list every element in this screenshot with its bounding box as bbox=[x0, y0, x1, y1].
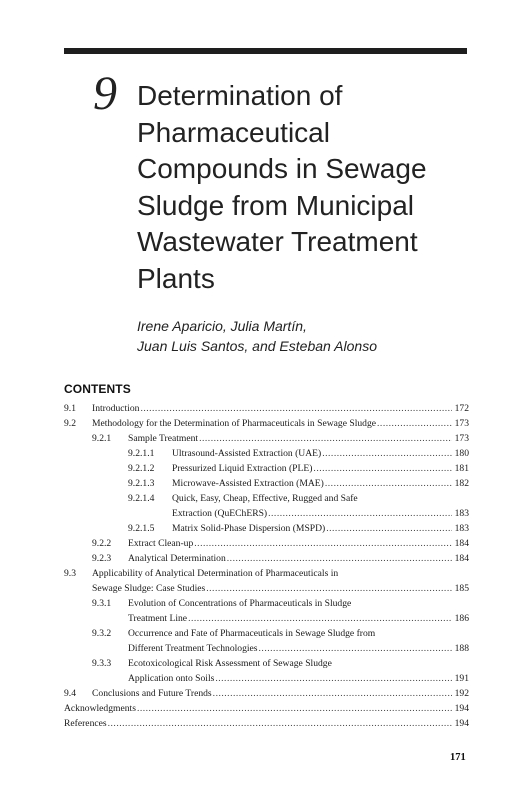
toc-entry bbox=[64, 416, 469, 431]
toc-entry bbox=[64, 581, 469, 596]
toc-leader-dots bbox=[137, 701, 452, 716]
contents-heading: CONTENTS bbox=[64, 382, 131, 396]
toc-entry-title: Conclusions and Future Trends bbox=[92, 688, 212, 699]
toc-entry-title: Pressurized Liquid Extraction (PLE) bbox=[172, 463, 313, 474]
toc-entry bbox=[64, 611, 469, 626]
toc-entry-title: Sewage Sludge: Case Studies bbox=[92, 583, 206, 594]
toc-leader-dots bbox=[199, 431, 452, 446]
toc-entry-page: 185 bbox=[454, 583, 469, 594]
toc-entry-title: Different Treatment Technologies bbox=[128, 643, 258, 654]
toc-entry bbox=[64, 431, 469, 446]
toc-entry-number: 9.1 bbox=[64, 403, 76, 414]
toc-entry-page: 172 bbox=[454, 403, 469, 414]
toc-leader-dots bbox=[215, 671, 452, 686]
toc-entry-number: 9.3.2 bbox=[92, 628, 112, 639]
chapter-number: 9 bbox=[93, 67, 117, 120]
toc-entry-page: 192 bbox=[454, 688, 469, 699]
toc-entry bbox=[64, 716, 469, 731]
toc-entry bbox=[64, 641, 469, 656]
toc-leader-dots bbox=[259, 641, 452, 656]
toc-entry-title: Ecotoxicological Risk Assessment of Sewage Sludge bbox=[128, 658, 332, 669]
toc-entry bbox=[64, 596, 469, 611]
toc-entry-page: 180 bbox=[454, 448, 469, 459]
toc-entry-title: Occurrence and Fate of Pharmaceuticals in Sewage Sludge from bbox=[128, 628, 376, 639]
toc-entry-title: Extract Clean-up bbox=[128, 538, 194, 549]
toc-entry bbox=[64, 461, 469, 476]
toc-entry-number: 9.2.1.3 bbox=[128, 478, 155, 489]
toc-entry-title: Microwave-Assisted Extraction (MAE) bbox=[172, 478, 324, 489]
toc-entry-number: 9.2.1 bbox=[92, 433, 112, 444]
toc-leader-dots bbox=[322, 446, 452, 461]
toc-entry-title: Applicability of Analytical Determination of Pharmaceuticals in bbox=[92, 568, 339, 579]
toc-entry bbox=[64, 656, 469, 671]
chapter-title-line: Pharmaceutical bbox=[137, 116, 330, 148]
toc-entry-page: 184 bbox=[454, 553, 469, 564]
toc-entry-title: Methodology for the Determination of Pharmaceuticals in Sewage Sludge bbox=[92, 418, 377, 429]
toc-entry bbox=[64, 671, 469, 686]
toc-entry-title: Analytical Determination bbox=[128, 553, 226, 564]
toc-entry bbox=[64, 551, 469, 566]
page-number: 171 bbox=[450, 752, 466, 763]
toc-leader-dots bbox=[213, 686, 452, 701]
toc-leader-dots bbox=[313, 461, 452, 476]
author-line: Irene Aparicio, Julia Martín, bbox=[137, 318, 307, 334]
toc-entry-number: 9.2.2 bbox=[92, 538, 112, 549]
toc-leader-dots bbox=[188, 611, 452, 626]
chapter-title bbox=[137, 78, 467, 297]
toc-entry bbox=[64, 401, 469, 416]
toc-leader-dots bbox=[325, 476, 452, 491]
table-of-contents bbox=[64, 401, 469, 731]
toc-leader-dots bbox=[326, 521, 452, 536]
toc-entry-title: References bbox=[64, 718, 107, 729]
toc-entry-title: Matrix Solid-Phase Dispersion (MSPD) bbox=[172, 523, 326, 534]
toc-entry bbox=[64, 521, 469, 536]
toc-entry bbox=[64, 446, 469, 461]
toc-entry-page: 191 bbox=[454, 673, 469, 684]
toc-entry bbox=[64, 626, 469, 641]
toc-entry-title: Extraction (QuEChERS) bbox=[172, 508, 268, 519]
toc-entry-page: 183 bbox=[454, 523, 469, 534]
chapter-top-rule bbox=[64, 48, 467, 54]
toc-entry bbox=[64, 491, 469, 506]
chapter-title-line: Determination of bbox=[137, 80, 343, 111]
chapter-authors bbox=[137, 316, 377, 356]
toc-entry bbox=[64, 476, 469, 491]
toc-entry-number: 9.2.1.5 bbox=[128, 523, 155, 534]
toc-entry bbox=[64, 506, 469, 521]
chapter-title-line: Compounds in Sewage bbox=[137, 153, 427, 184]
toc-entry-page: 182 bbox=[454, 478, 469, 489]
chapter-title-line: Sludge from Municipal bbox=[137, 189, 415, 221]
toc-leader-dots bbox=[227, 551, 452, 566]
toc-entry-title: Introduction bbox=[92, 403, 140, 414]
toc-leader-dots bbox=[108, 716, 452, 731]
toc-entry-page: 184 bbox=[454, 538, 469, 549]
toc-leader-dots bbox=[194, 536, 452, 551]
toc-entry-number: 9.2.1.4 bbox=[128, 493, 155, 504]
toc-entry-page: 194 bbox=[454, 703, 469, 714]
toc-leader-dots bbox=[140, 401, 452, 416]
toc-entry-page: 173 bbox=[454, 418, 469, 429]
toc-entry-title: Application onto Soils bbox=[128, 673, 215, 684]
chapter-title-line: Plants bbox=[137, 262, 215, 294]
toc-leader-dots bbox=[206, 581, 452, 596]
toc-entry-number: 9.2.1.1 bbox=[128, 448, 155, 459]
toc-entry bbox=[64, 686, 469, 701]
toc-entry-title: Acknowledgments bbox=[64, 703, 136, 714]
toc-entry-title: Sample Treatment bbox=[128, 433, 199, 444]
toc-entry-number: 9.2 bbox=[64, 418, 76, 429]
toc-entry-number: 9.3 bbox=[64, 568, 76, 579]
toc-entry-page: 188 bbox=[454, 643, 469, 654]
toc-entry-page: 194 bbox=[454, 718, 469, 729]
toc-entry-page: 186 bbox=[454, 613, 469, 624]
toc-entry-number: 9.3.1 bbox=[92, 598, 112, 609]
toc-entry-number: 9.2.1.2 bbox=[128, 463, 155, 474]
toc-entry-number: 9.4 bbox=[64, 688, 76, 699]
toc-entry-title: Evolution of Concentrations of Pharmaceuticals in Sludge bbox=[128, 598, 352, 609]
toc-entry-title: Quick, Easy, Cheap, Effective, Rugged and Safe bbox=[172, 493, 358, 504]
toc-entry-number: 9.2.3 bbox=[92, 553, 112, 564]
toc-entry-title: Ultrasound-Assisted Extraction (UAE) bbox=[172, 448, 322, 459]
toc-entry bbox=[64, 536, 469, 551]
toc-entry-number: 9.3.3 bbox=[92, 658, 112, 669]
toc-entry bbox=[64, 566, 469, 581]
author-line: Juan Luis Santos, and Esteban Alonso bbox=[137, 338, 377, 354]
toc-entry-page: 183 bbox=[454, 508, 469, 519]
toc-entry-title: Treatment Line bbox=[128, 613, 188, 624]
toc-entry bbox=[64, 701, 469, 716]
chapter-title-line: Wastewater Treatment bbox=[137, 226, 418, 257]
toc-leader-dots bbox=[268, 506, 452, 521]
toc-leader-dots bbox=[377, 416, 452, 431]
toc-entry-page: 181 bbox=[454, 463, 469, 474]
toc-entry-page: 173 bbox=[454, 433, 469, 444]
